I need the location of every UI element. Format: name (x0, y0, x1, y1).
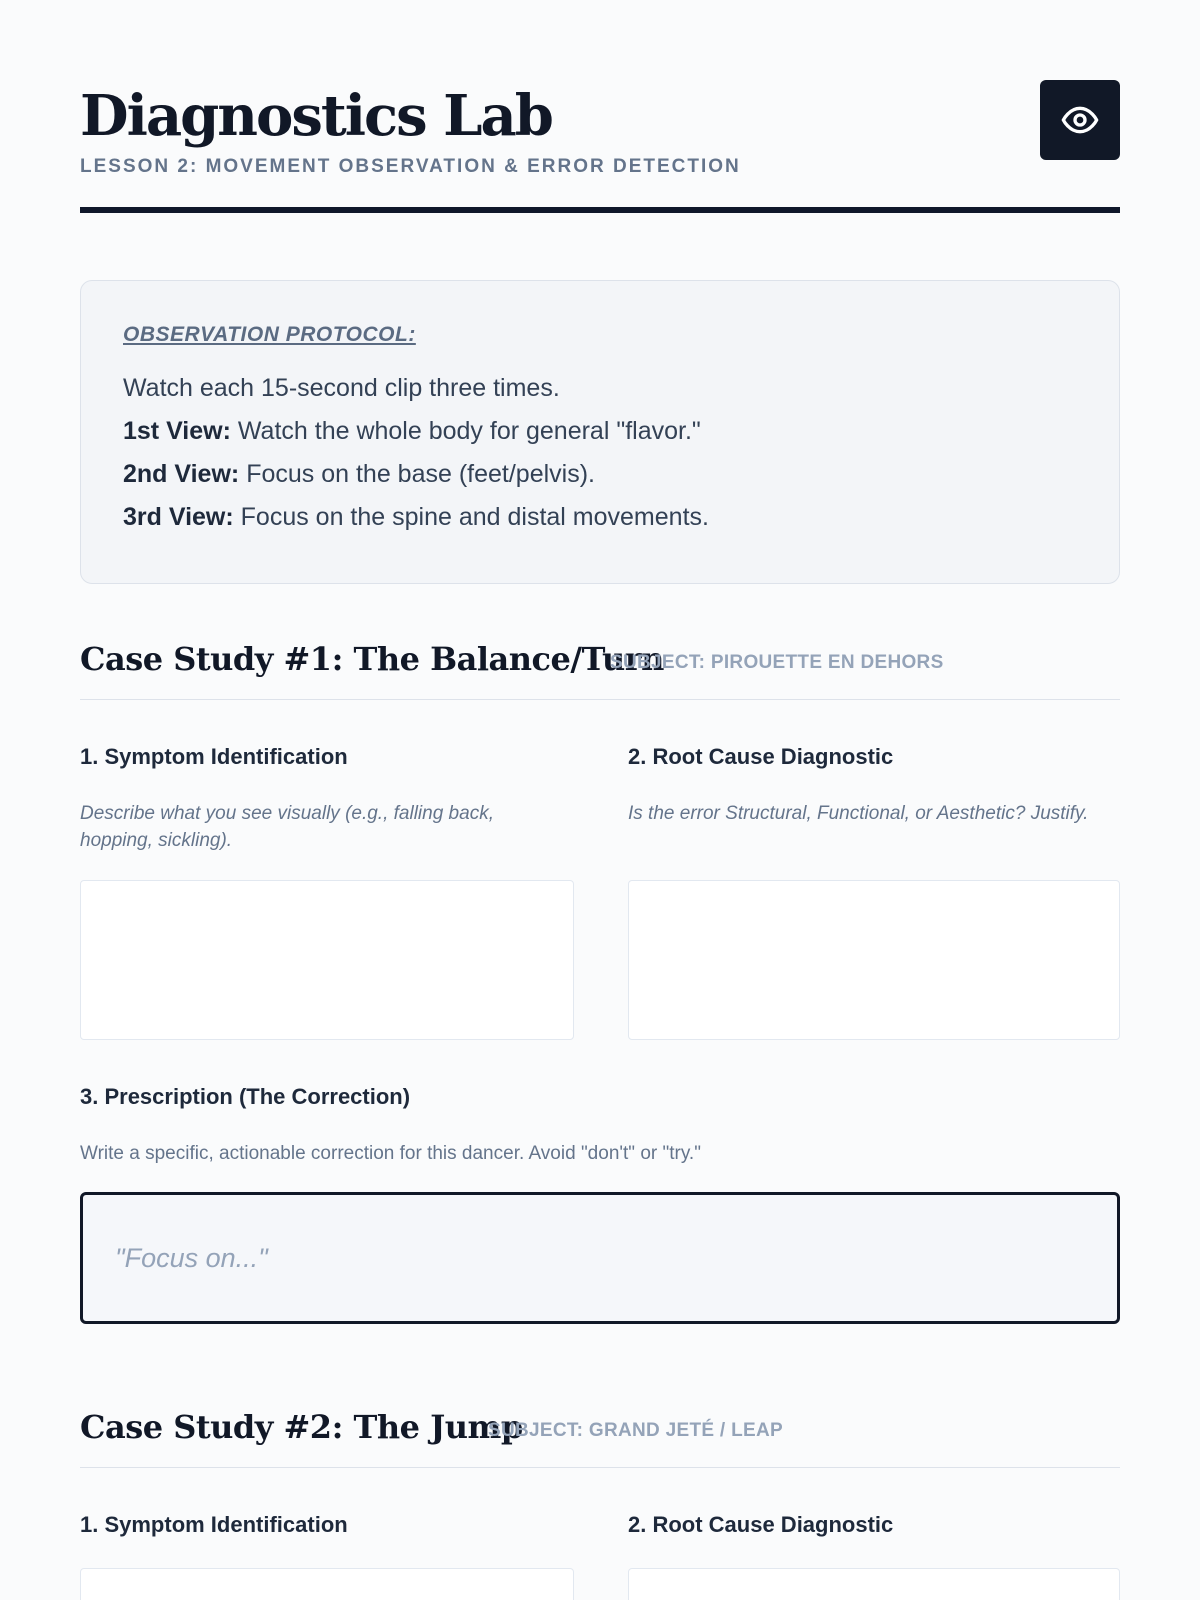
root-cause-input[interactable] (628, 1568, 1120, 1600)
symptom-label: 1. Symptom Identification (80, 744, 348, 769)
symptom-label: 1. Symptom Identification (80, 1512, 348, 1537)
case-study-title: Case Study #1: The Balance/Turn (80, 640, 664, 678)
lesson-subtitle: LESSON 2: MOVEMENT OBSERVATION & ERROR DETECTION (80, 156, 741, 177)
root-cause-hint: Is the error Structural, Functional, or Aesthetic? Justify. (628, 803, 1089, 824)
symptom-input[interactable] (80, 1568, 574, 1600)
prescription-hint: Write a specific, actionable correction for this dancer. Avoid "don't" or "try." (80, 1143, 701, 1164)
protocol-step (123, 496, 1077, 539)
protocol-title: OBSERVATION PROTOCOL: (123, 323, 416, 346)
protocol-step-label: 2nd View: (123, 460, 240, 488)
protocol-step-label: 1st View: (123, 417, 231, 445)
view-toggle-button[interactable] (1040, 80, 1120, 160)
root-cause-input[interactable] (628, 880, 1120, 1040)
protocol-step (123, 410, 1077, 453)
symptom-hint: Describe what you see visually (e.g., falling back, hopping, sickling). (80, 803, 494, 851)
protocol-step-label: 3rd View: (123, 503, 234, 531)
case-study-1-heading (80, 640, 1120, 700)
symptom-input[interactable] (80, 880, 574, 1040)
protocol-step-text: Focus on the spine and distal movements. (233, 503, 709, 531)
protocol-step (123, 453, 1077, 496)
observation-protocol-panel (80, 280, 1120, 584)
root-cause-label: 2. Root Cause Diagnostic (628, 744, 894, 769)
case-study-subject: SUBJECT: GRAND JETÉ / LEAP (488, 1420, 783, 1441)
prescription-label: 3. Prescription (The Correction) (80, 1084, 411, 1109)
protocol-step-text: Focus on the base (feet/pelvis). (239, 460, 595, 488)
eye-icon (1060, 100, 1100, 140)
header-divider (80, 207, 1120, 213)
prescription-input[interactable] (80, 1192, 1120, 1324)
protocol-step-text: Watch the whole body for general "flavor." (230, 417, 701, 445)
page-title: Diagnostics Lab (80, 83, 552, 149)
case-study-2-heading (80, 1408, 1120, 1468)
root-cause-label: 2. Root Cause Diagnostic (628, 1512, 894, 1537)
protocol-intro: Watch each 15-second clip three times. (123, 374, 560, 402)
case-study-subject: SUBJECT: PIROUETTE EN DEHORS (610, 652, 944, 673)
case-study-title: Case Study #2: The Jump (80, 1408, 523, 1446)
